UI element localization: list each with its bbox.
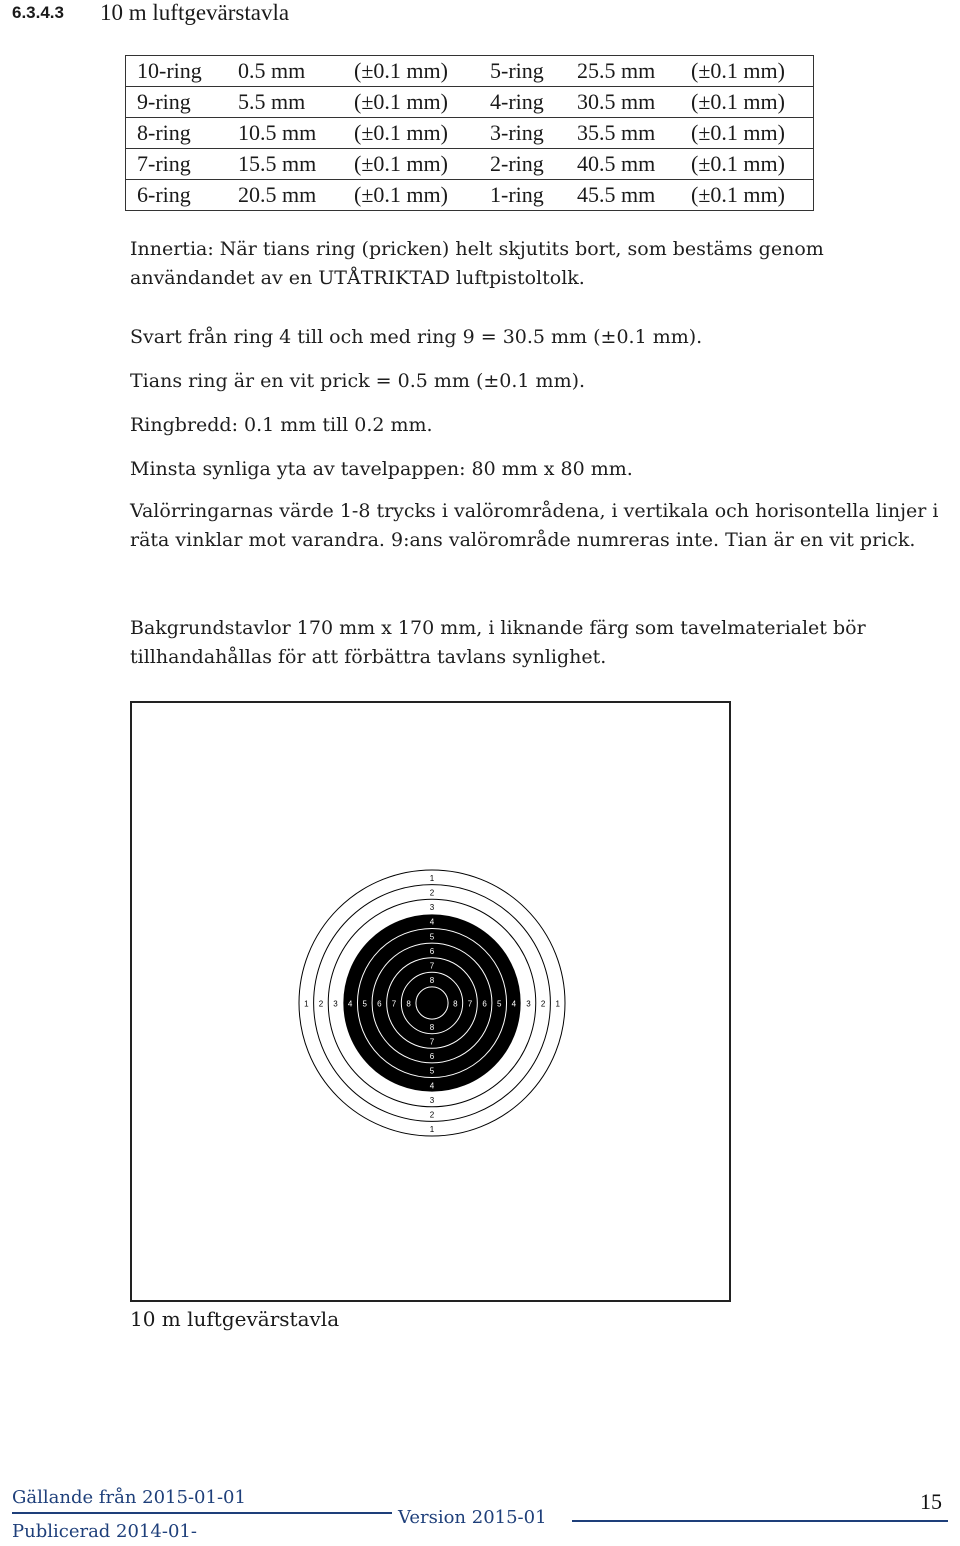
page-number: 15 <box>920 1489 942 1514</box>
table-cell: (±0.1 mm) <box>343 56 479 87</box>
ring-value-label: 5 <box>429 1066 435 1076</box>
ring-value-label: 7 <box>429 961 435 971</box>
table-cell: 40.5 mm <box>566 149 680 180</box>
table-cell: (±0.1 mm) <box>680 87 814 118</box>
ring-dimensions-table <box>125 55 814 211</box>
table-cell: 15.5 mm <box>227 149 343 180</box>
table-cell: 1-ring <box>490 182 544 207</box>
ring-value-label: 6 <box>429 1052 435 1062</box>
table-cell: (±0.1 mm) <box>343 118 479 149</box>
ring-value-label: 2 <box>540 999 546 1009</box>
figure-caption: 10 m luftgevärstavla <box>130 1307 340 1331</box>
section-number: 6.3.4.3 <box>12 3 64 22</box>
air-rifle-target <box>132 703 729 1300</box>
section-title: 10 m luftgevärstavla <box>100 0 290 25</box>
section-heading <box>12 0 289 26</box>
ring-value-label: 2 <box>429 1110 435 1120</box>
ring-value-label: 2 <box>318 999 324 1009</box>
table-cell: 5-ring <box>479 56 566 87</box>
ring-value-label: 8 <box>429 976 435 986</box>
ring-value-label: 6 <box>482 999 487 1009</box>
ring-value-label: 4 <box>429 1081 435 1091</box>
table-cell: 35.5 mm <box>566 118 680 149</box>
ring-value-label: 1 <box>429 1125 435 1135</box>
ring-value-label: 4 <box>429 917 435 927</box>
ten-ring-dot <box>430 1001 434 1005</box>
table-cell: 25.5 mm <box>566 56 680 87</box>
table-cell: (±0.1 mm) <box>343 149 479 180</box>
table-row <box>126 180 814 211</box>
ring-value-label: 6 <box>377 999 382 1009</box>
table-cell: 45.5 mm <box>577 182 656 207</box>
footer-valid-from: Gällande från 2015-01-01 <box>12 1487 246 1508</box>
ring-value-label: 5 <box>362 999 367 1009</box>
table-cell: 10-ring <box>126 56 228 87</box>
value-rings-paragraph: Valörringarnas värde 1-8 trycks i valörområdena, i vertikala och horisontella linjer i räta vinklar mot varandra. 9:ans valörområde numreras inte. Tian är en vit prick. <box>130 500 939 551</box>
ring-value-label: 4 <box>511 999 517 1009</box>
table-cell: 4-ring <box>479 87 566 118</box>
footer-divider <box>572 1520 948 1522</box>
table-cell: 5.5 mm <box>227 87 343 118</box>
ring-value-label: 2 <box>429 888 435 898</box>
innertia-paragraph: Innertia: När tians ring (pricken) helt skjutits bort, som bestäms genom användandet av en UTÅTRIKTAD luftpistoltolk. <box>130 238 824 289</box>
ring-value-label: 3 <box>429 1095 435 1105</box>
ring-value-label: 5 <box>429 932 435 942</box>
ring-value-label: 4 <box>347 999 353 1009</box>
table-cell: (±0.1 mm) <box>343 87 479 118</box>
ring-value-label: 7 <box>429 1037 435 1047</box>
table-cell: (±0.1 mm) <box>680 56 814 87</box>
ring-value-label: 3 <box>429 903 435 913</box>
black-area-paragraph: Svart från ring 4 till och med ring 9 = 30.5 mm (±0.1 mm). <box>130 326 703 348</box>
table-row <box>126 118 814 149</box>
ring-value-label: 7 <box>391 999 397 1009</box>
table-cell: 7-ring <box>126 149 228 180</box>
target-frame <box>130 701 731 1302</box>
table-cell: 3-ring <box>479 118 566 149</box>
ring-value-label: 5 <box>497 999 502 1009</box>
ring-value-label: 8 <box>406 999 411 1009</box>
backing-board-paragraph: Bakgrundstavlor 170 mm x 170 mm, i liknande färg som tavelmaterialet bör tillhandahållas för att förbättra tavlans synlighet. <box>130 617 866 668</box>
ring-value-label: 3 <box>526 999 531 1009</box>
table-cell: (±0.1 mm) <box>691 182 785 207</box>
table-cell: 30.5 mm <box>566 87 680 118</box>
ten-ring-paragraph: Tians ring är en vit prick = 0.5 mm (±0.1 mm). <box>130 370 586 392</box>
ring-width-paragraph: Ringbredd: 0.1 mm till 0.2 mm. <box>130 414 433 436</box>
table-cell: 0.5 mm <box>227 56 343 87</box>
table-cell: (±0.1 mm) <box>680 118 814 149</box>
table-cell: 10.5 mm <box>227 118 343 149</box>
ring-value-label: 1 <box>555 999 560 1009</box>
table-cell: 6-ring <box>137 182 191 207</box>
table-cell: 9-ring <box>126 87 228 118</box>
table-cell: (±0.1 mm) <box>680 149 814 180</box>
table-row <box>126 87 814 118</box>
ring-value-label: 6 <box>429 946 435 956</box>
table-cell: (±0.1 mm) <box>354 182 448 207</box>
footer-published: Publicerad 2014-01- <box>12 1521 197 1542</box>
table-cell: 8-ring <box>126 118 228 149</box>
table-cell: 2-ring <box>479 149 566 180</box>
ring-value-label: 8 <box>453 999 458 1009</box>
ring-value-label: 1 <box>429 873 435 883</box>
table-row <box>126 149 814 180</box>
table-row <box>126 56 814 87</box>
ring-value-label: 3 <box>333 999 338 1009</box>
footer-divider <box>12 1512 392 1514</box>
table-cell: 20.5 mm <box>238 182 317 207</box>
ring-value-label: 1 <box>304 999 309 1009</box>
footer-version: Version 2015-01 <box>398 1507 547 1528</box>
minimum-area-paragraph: Minsta synliga yta av tavelpappen: 80 mm x 80 mm. <box>130 458 633 480</box>
ring-value-label: 8 <box>429 1022 435 1032</box>
ring-value-label: 7 <box>467 999 473 1009</box>
